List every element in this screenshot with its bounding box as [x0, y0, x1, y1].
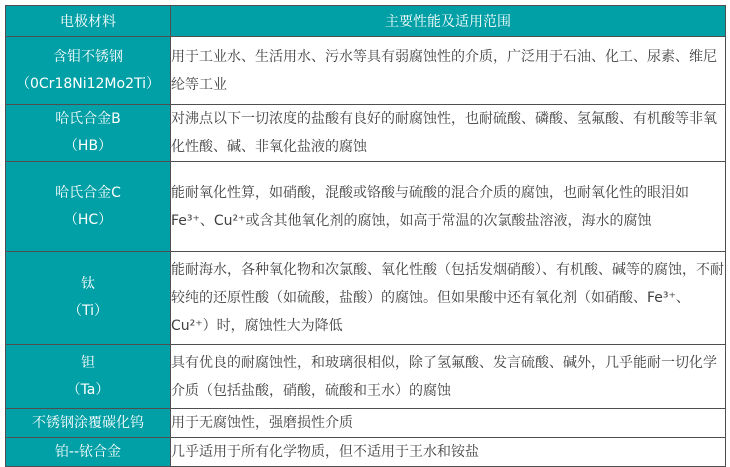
description-cell: 几乎适用于所有化学物质，但不适用于王水和铵盐	[171, 438, 726, 467]
table-row	[6, 252, 726, 345]
electrode-materials-table	[5, 5, 726, 467]
table-header-row	[6, 6, 726, 37]
header-cell-material: 电极材料	[6, 6, 171, 37]
material-cell	[6, 162, 171, 252]
material-name: 铂--铱合金	[54, 443, 122, 460]
description-cell: 具有优良的耐腐蚀性，和玻璃很相似，除了氢氟酸、发言硫酸、碱外，几乎能耐一切化学介质（包括盐酸，硝酸，硫酸和王水）的腐蚀	[171, 345, 726, 409]
material-cell	[6, 438, 171, 467]
material-name: 钽	[81, 354, 95, 371]
table-row	[6, 105, 726, 162]
material-code: （HB）	[63, 138, 113, 154]
material-code: （Ti）	[67, 303, 108, 319]
material-name: 钛	[81, 276, 95, 292]
header-cell-performance: 主要性能及适用范围	[171, 6, 726, 37]
material-name: 哈氏合金B	[55, 111, 121, 127]
material-code: （HC）	[63, 211, 113, 228]
material-cell	[6, 252, 171, 345]
material-code: （Ta）	[66, 381, 110, 398]
table-row	[6, 162, 726, 252]
description-cell: 用于工业水、生活用水、污水等具有弱腐蚀性的介质，广泛用于石油、化工、尿素、维尼纶等工业	[171, 37, 726, 105]
material-cell	[6, 345, 171, 409]
material-name: 哈氏合金C	[55, 184, 121, 201]
material-name: 不锈钢涂覆碳化钨	[32, 414, 144, 431]
material-name: 含钼不锈钢	[53, 48, 123, 65]
material-cell	[6, 37, 171, 105]
table-row	[6, 345, 726, 409]
material-cell	[6, 409, 171, 438]
description-cell: 用于无腐蚀性，强磨损性介质	[171, 409, 726, 438]
description-cell: 能耐海水，各种氧化物和次氯酸、氧化性酸（包括发烟硝酸）、有机酸、碱等的腐蚀，不耐较纯的还原性酸（如硫酸，盐酸）的腐蚀。但如果酸中还有氧化剂（如硝酸、Fe³⁺、Cu²⁺）时，腐蚀性大为降低	[171, 252, 726, 345]
description-cell: 对沸点以下一切浓度的盐酸有良好的耐腐蚀性，也耐硫酸、磷酸、氢氟酸、有机酸等非氧化性酸、碱、非氧化盐液的腐蚀	[171, 105, 726, 162]
table-row	[6, 37, 726, 105]
material-cell	[6, 105, 171, 162]
table-row	[6, 409, 726, 438]
table-row	[6, 438, 726, 467]
material-code: （0Cr18Ni12Mo2Ti）	[16, 75, 160, 92]
description-cell: 能耐氧化性算，如硝酸，混酸或铬酸与硫酸的混合介质的腐蚀，也耐氧化性的眼泪如Fe³⁺、Cu²⁺或含其他氧化剂的腐蚀，如高于常温的次氯酸盐溶液，海水的腐蚀	[171, 162, 726, 252]
